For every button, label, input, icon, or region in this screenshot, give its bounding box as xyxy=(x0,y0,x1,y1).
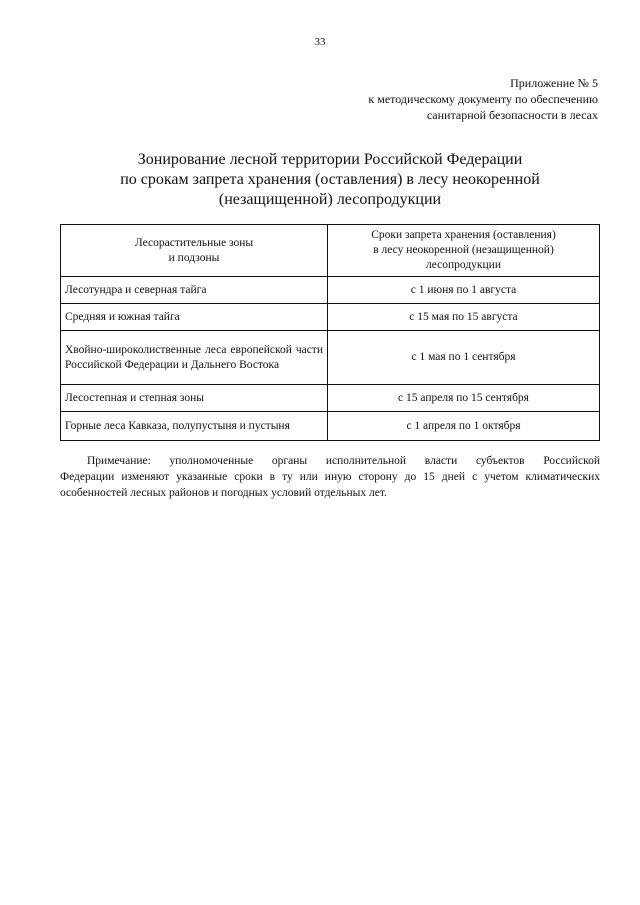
table-row xyxy=(61,385,600,412)
appendix-number: Приложение № 5 xyxy=(510,76,598,90)
zone-cell: Лесостепная и степная зоны xyxy=(61,385,328,412)
zone-cell: Хвойно-широколиственные леса европейской части Российской Федерации и Дальнего Востока xyxy=(61,331,328,385)
appendix-reference xyxy=(368,75,598,123)
table-row xyxy=(61,304,600,331)
note-line-3: особенностей лесных районов и погодных условий отдельных лет. xyxy=(60,487,387,499)
note-paragraph xyxy=(60,453,600,501)
period-cell: с 15 мая по 15 августа xyxy=(328,304,600,331)
table-row xyxy=(61,277,600,304)
note-line-1: Примечание: уполномоченные органы исполнительной власти субъектов Российской xyxy=(87,455,600,467)
appendix-document-line: к методическому документу по обеспечению xyxy=(368,92,598,106)
document-title xyxy=(60,150,600,210)
title-line-2: по срокам запрета хранения (оставления) в лесу неокоренной xyxy=(120,171,540,188)
period-cell: с 15 апреля по 15 сентября xyxy=(328,385,600,412)
title-line-1: Зонирование лесной территории Российской Федерации xyxy=(137,151,523,168)
period-cell: с 1 июня по 1 августа xyxy=(328,277,600,304)
period-column-header: Сроки запрета хранения (оставления) в лесу неокоренной (незащищенной) лесопродукции xyxy=(328,225,600,277)
zone-cell: Лесотундра и северная тайга xyxy=(61,277,328,304)
zone-cell: Горные леса Кавказа, полупустыня и пустыня xyxy=(61,412,328,441)
appendix-subject-line: санитарной безопасности в лесах xyxy=(426,108,598,122)
table-row xyxy=(61,412,600,441)
title-line-3: (незащищенной) лесопродукции xyxy=(218,191,442,208)
note-line-2: Федерации изменяют указанные сроки в ту или иную сторону до 15 дней с учетом климатических xyxy=(60,471,600,483)
table-header-row xyxy=(61,225,600,277)
zone-cell: Средняя и южная тайга xyxy=(61,304,328,331)
page-number: 33 xyxy=(314,36,326,48)
period-cell: с 1 апреля по 1 октября xyxy=(328,412,600,441)
zoning-table xyxy=(60,224,600,441)
period-cell: с 1 мая по 1 сентября xyxy=(328,331,600,385)
zone-column-header: Лесорастительные зоны и подзоны xyxy=(61,225,328,277)
table-row xyxy=(61,331,600,385)
